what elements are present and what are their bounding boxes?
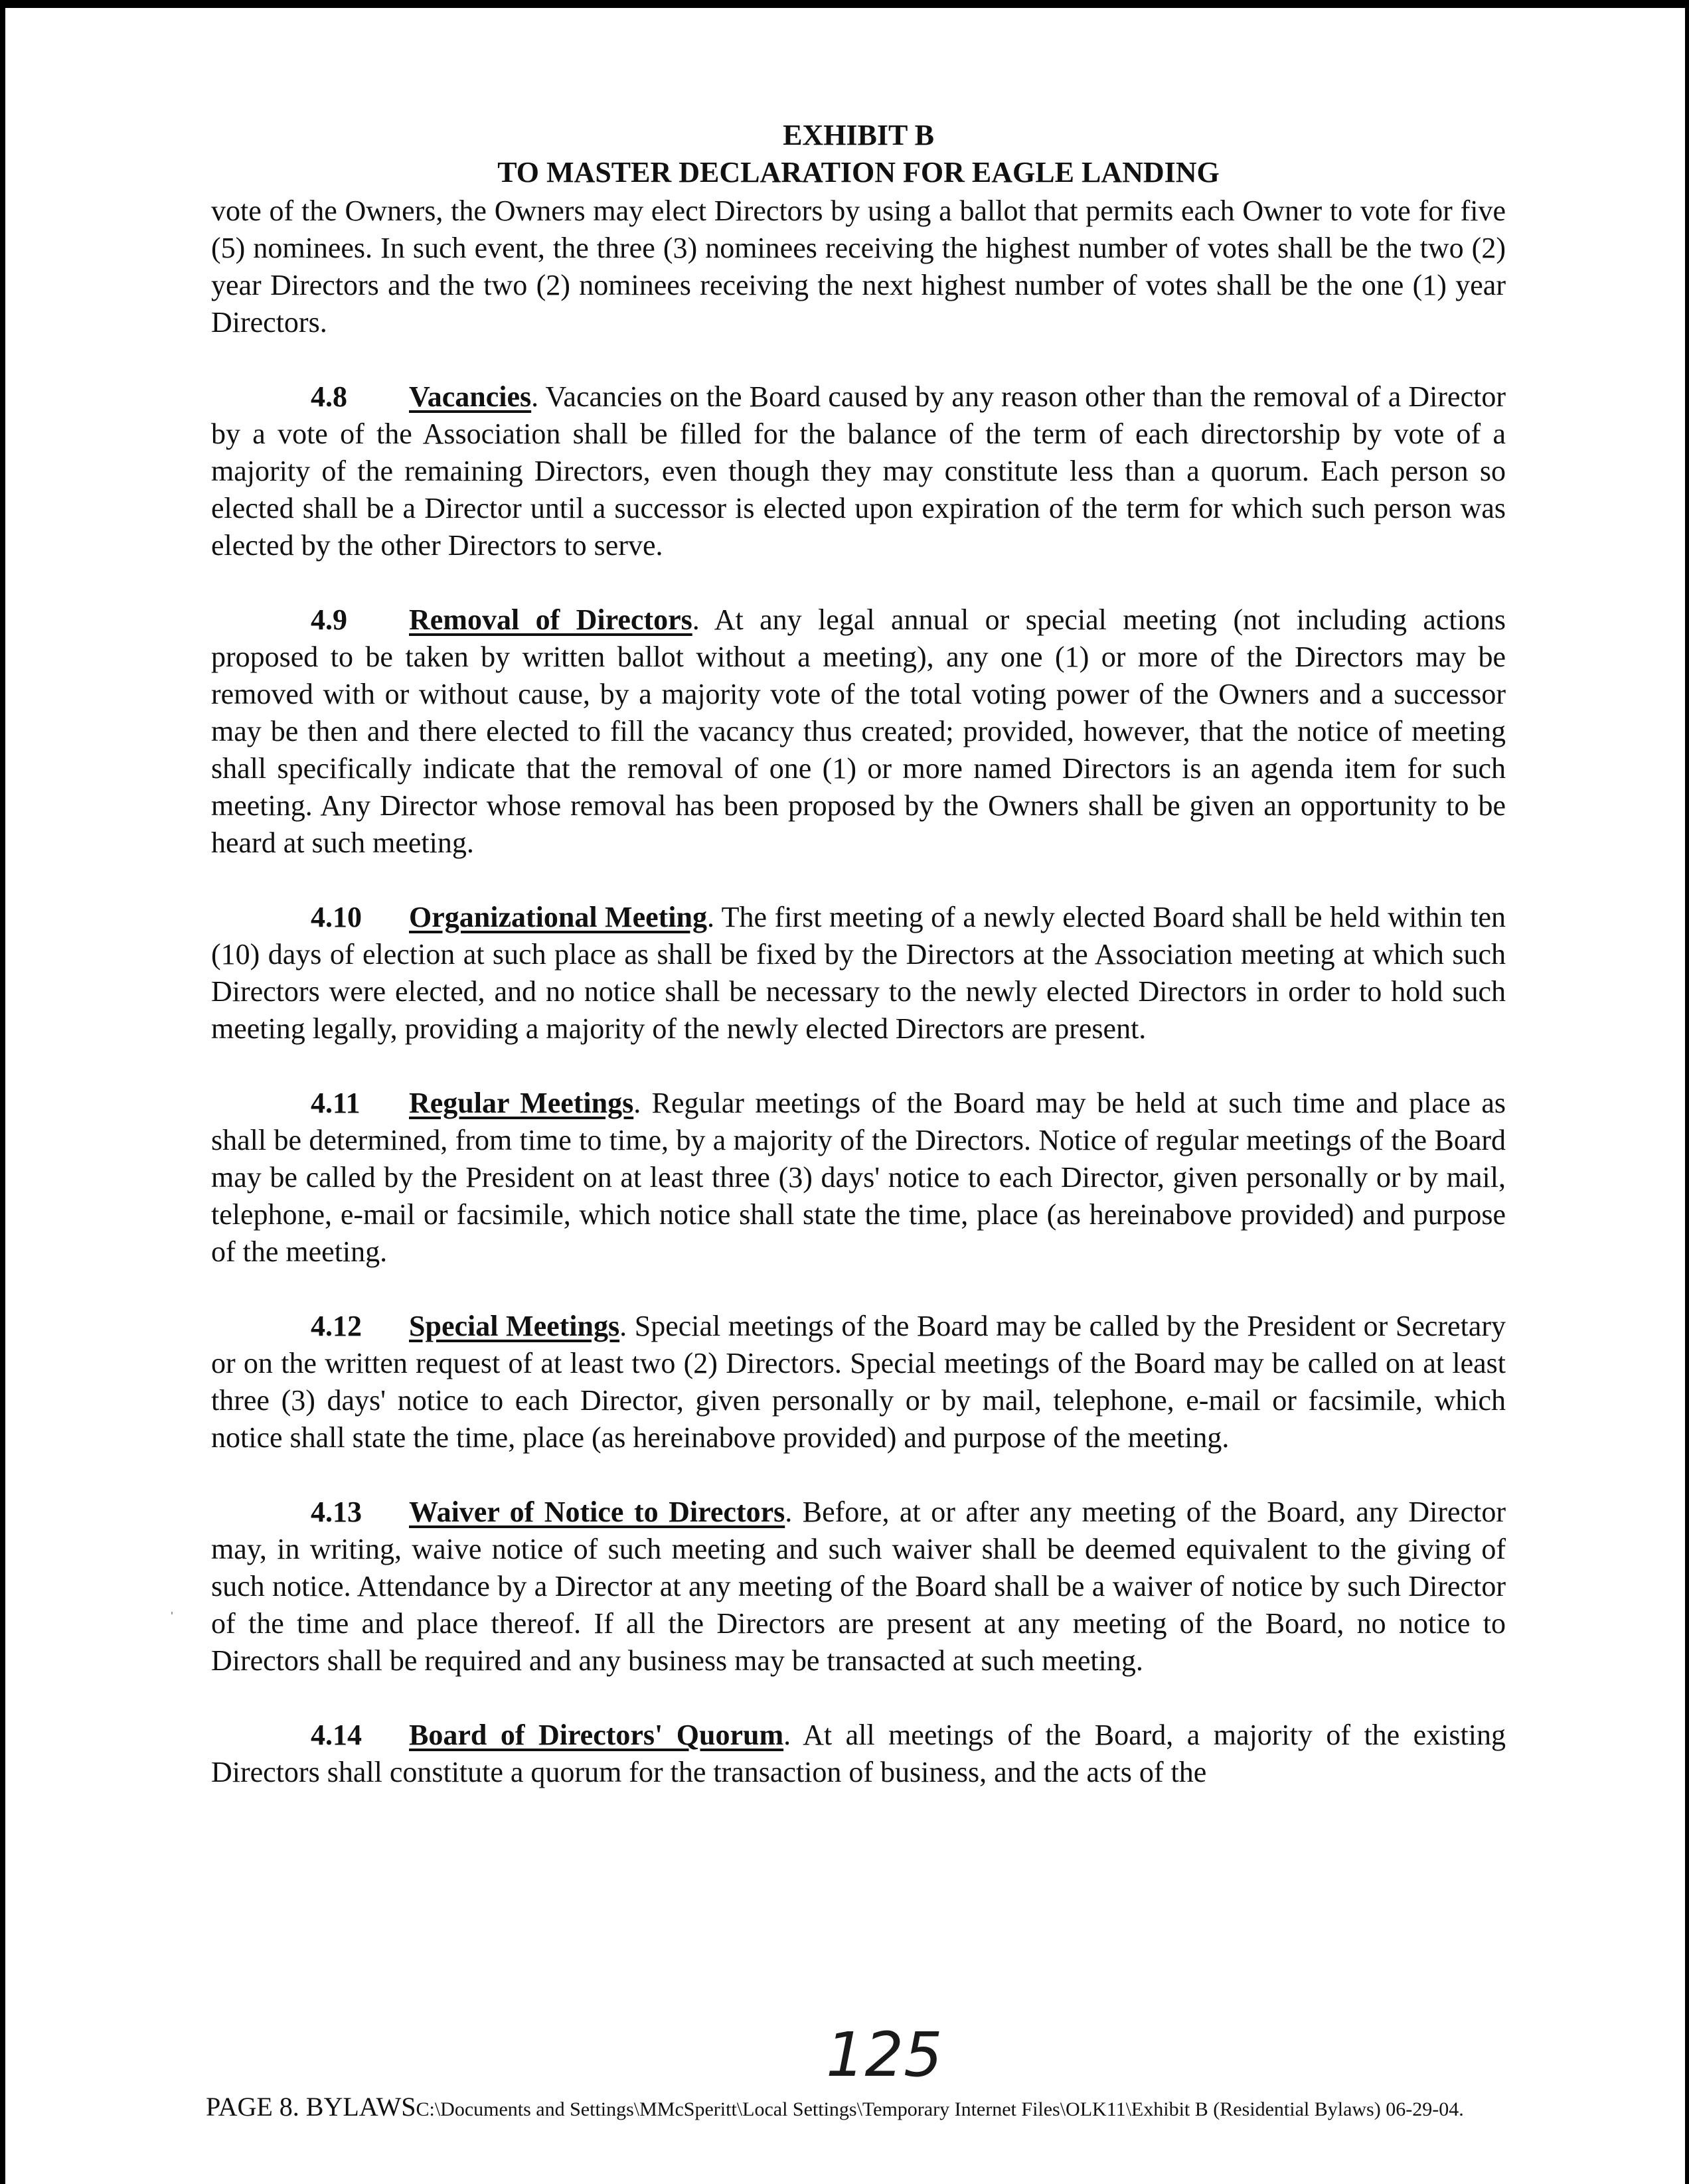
section-title: Vacancies: [409, 380, 532, 413]
scan-speck: [171, 1612, 173, 1614]
scan-border-top: [0, 0, 1689, 8]
section-number: 4.13: [311, 1496, 362, 1528]
section-title: Board of Directors' Quorum: [409, 1719, 784, 1751]
section-number: 4.11: [311, 1087, 361, 1119]
section-4-8: [211, 378, 1506, 564]
section-body: . At all meetings of the Board, a majority of the existing Directors shall constitute a quorum for the transaction of business, and the acts of the: [211, 1719, 1506, 1788]
document-header: [211, 117, 1506, 191]
document-page: [211, 117, 1506, 1828]
scan-border-left: [0, 0, 5, 2184]
section-body: . The first meeting of a newly elected Board shall be held within ten (10) days of election at such place as shall be fixed by the Directors at the Association meeting at which such Directors were elected, and no notice shall be necessary to the newly elected Directors in order to hold such meeting legally, providing a majority of the newly elected Directors are present.: [211, 901, 1506, 1045]
section-title: Special Meetings: [409, 1310, 620, 1342]
section-body: . At any legal annual or special meeting (not including actions proposed to be taken by written ballot without a meeting), any one (1) or more of the Directors may be removed with or without cause, by a majority vote of the total voting power of the Owners and a successor may be then and there elected to fill the vacancy thus created; provided, however, that the notice of meeting shall specifically indicate that the removal of one (1) or more named Directors is an agenda item for such meeting. Any Director whose removal has been proposed by the Owners shall be given an opportunity to be heard at such meeting.: [211, 603, 1506, 859]
section-4-9: [211, 601, 1506, 862]
exhibit-title: EXHIBIT B: [783, 119, 934, 151]
declaration-title: TO MASTER DECLARATION FOR EAGLE LANDING: [497, 156, 1220, 189]
section-title: Organizational Meeting: [409, 901, 707, 933]
section-number: 4.12: [311, 1310, 362, 1342]
section-number: 4.9: [311, 603, 347, 636]
section-number: 4.10: [311, 901, 362, 933]
continuation-paragraph: vote of the Owners, the Owners may elect Directors by using a ballot that permits each Owner to vote for five (5) nominees. In such event, the three (3) nominees receiving the highest number of votes shall be the two (2) year Directors and the two (2) nominees receiving the next highest number of votes shall be the one (1) year Directors.: [211, 195, 1506, 339]
section-4-13: [211, 1494, 1506, 1679]
section-title: Removal of Directors: [409, 603, 692, 636]
page-footer: [206, 2091, 1686, 2122]
section-body: . Regular meetings of the Board may be held at such time and place as shall be determined, from time to time, by a majority of the Directors. Notice of regular meetings of the Board may be called by the President on at least three (3) days' notice to each Director, given personally or by mail, telephone, e-mail or facsimile, which notice shall state the time, place (as hereinabove provided) and purpose of the meeting.: [211, 1087, 1506, 1268]
section-4-10: [211, 899, 1506, 1048]
section-number: 4.14: [311, 1719, 362, 1751]
section-body: . Vacancies on the Board caused by any reason other than the removal of a Director by a vote of the Association shall be filled for the balance of the term of each directorship by vote of a majority of the remaining Directors, even though they may constitute less than a quorum. Each person so elected shall be a Director until a successor is elected upon expiration of the term for which such person was elected by the other Directors to serve.: [211, 380, 1506, 562]
section-number: 4.8: [311, 380, 347, 413]
handwritten-page-number: 125: [826, 2019, 943, 2090]
section-body: . Before, at or after any meeting of the Board, any Director may, in writing, waive notice of such meeting and such waiver shall be deemed equivalent to the giving of such notice. Attendance by a Director at any meeting of the Board shall be a waiver of notice by such Director of the time and place thereof. If all the Directors are present at any meeting of the Board, no notice to Directors shall be required and any business may be transacted at such meeting.: [211, 1496, 1506, 1677]
section-body: . Special meetings of the Board may be called by the President or Secretary or on the written request of at least two (2) Directors. Special meetings of the Board may be called on at least three (3) days' notice to each Director, given personally or by mail, telephone, e-mail or facsimile, which notice shall state the time, place (as hereinabove provided) and purpose of the meeting.: [211, 1310, 1506, 1454]
section-title: Regular Meetings: [409, 1087, 634, 1119]
section-4-14: [211, 1717, 1506, 1791]
scan-border-right: [1685, 0, 1689, 2184]
section-4-12: [211, 1308, 1506, 1456]
section-title: Waiver of Notice to Directors: [409, 1496, 785, 1528]
footer-page-label: PAGE 8. BYLAWS: [206, 2092, 416, 2122]
footer-file-path: C:\Documents and Settings\MMcSperitt\Local Settings\Temporary Internet Files\OLK11\Exhibit B (Residential Bylaws) 06-29-04.: [416, 2098, 1464, 2120]
section-4-11: [211, 1085, 1506, 1271]
